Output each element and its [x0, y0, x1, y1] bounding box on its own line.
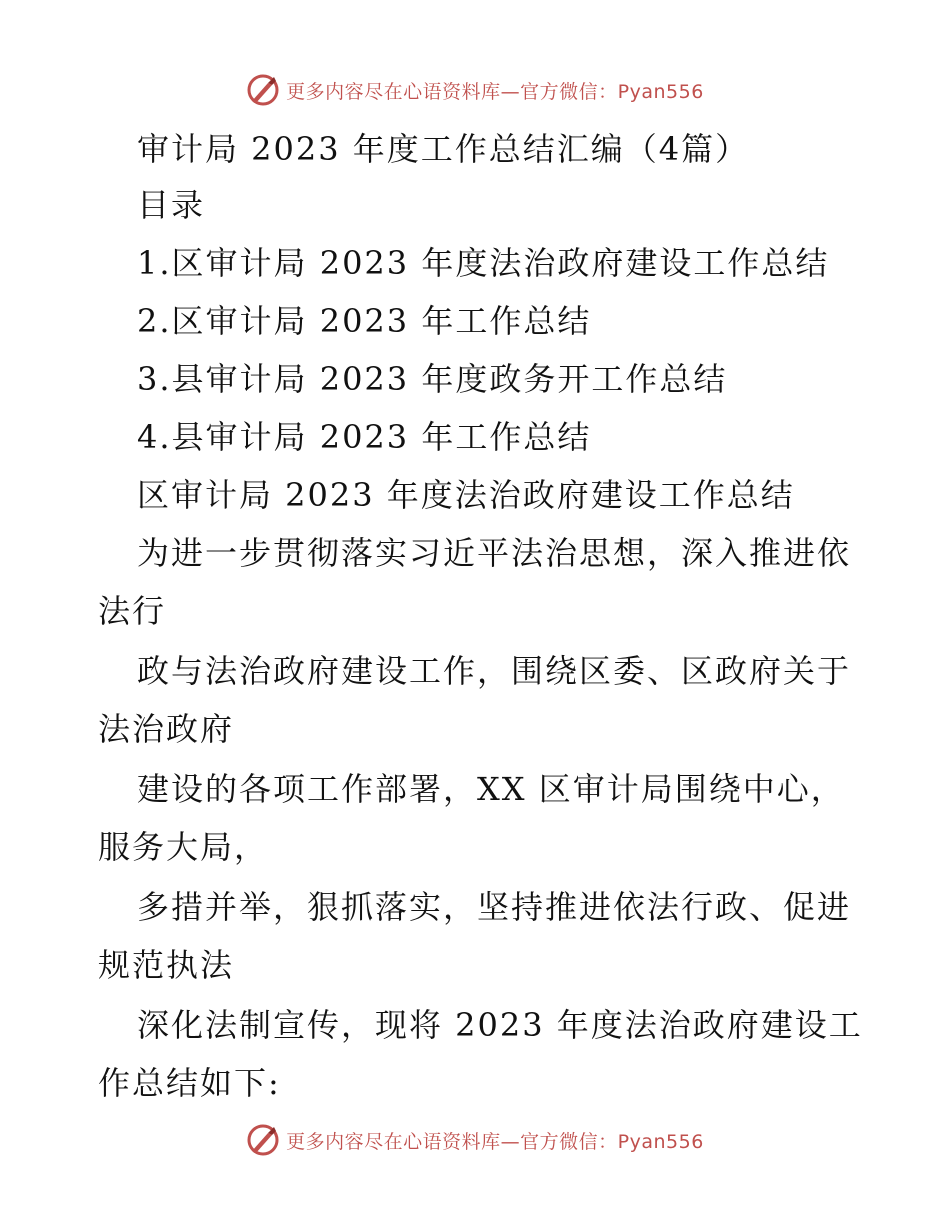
toc-item-2: 2.区审计局 2023 年工作总结: [137, 302, 592, 340]
pen-logo-icon: [246, 1123, 280, 1157]
paragraph-line: 建设的各项工作部署，XX 区审计局围绕中心，: [137, 770, 845, 808]
paragraph-line: 深化法制宣传，现将 2023 年度法治政府建设工: [137, 1006, 863, 1044]
watermark-text: 更多内容尽在心语资料库—官方微信：Pyan556: [286, 1130, 704, 1153]
pen-logo-icon: [246, 73, 280, 107]
paragraph-line: 为进一步贯彻落实习近平法治思想，深入推进依: [137, 534, 852, 572]
paragraph-line: 规范执法: [98, 946, 235, 984]
paragraph-line: 服务大局，: [98, 828, 269, 866]
document-title: 审计局 2023 年度工作总结汇编（4篇）: [137, 130, 750, 168]
paragraph-line: 法治政府: [98, 710, 235, 748]
paragraph-line: 法行: [98, 592, 167, 630]
toc-item-1: 1.区审计局 2023 年度法治政府建设工作总结: [137, 244, 830, 282]
toc-item-4: 4.县审计局 2023 年工作总结: [137, 418, 592, 456]
toc-heading: 目录: [137, 186, 206, 224]
paragraph-line: 多措并举，狠抓落实，坚持推进依法行政、促进: [137, 888, 852, 926]
toc-item-3: 3.县审计局 2023 年度政务开工作总结: [137, 360, 728, 398]
section-heading: 区审计局 2023 年度法治政府建设工作总结: [137, 476, 795, 514]
paragraph-line: 作总结如下:: [98, 1064, 281, 1102]
header-watermark: [0, 70, 950, 110]
watermark-text: 更多内容尽在心语资料库—官方微信：Pyan556: [286, 80, 704, 103]
paragraph-line: 政与法治政府建设工作，围绕区委、区政府关于: [137, 652, 852, 690]
footer-watermark: [0, 1120, 950, 1160]
